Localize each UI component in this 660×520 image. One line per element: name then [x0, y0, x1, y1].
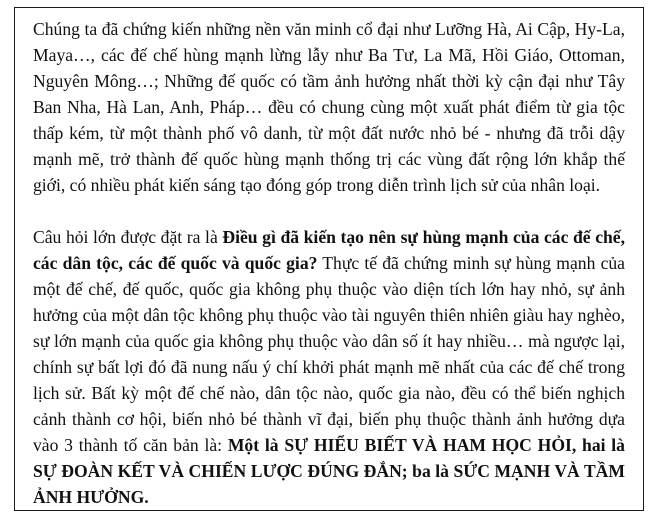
question-bold-text: Điều gì đã kiến tạo nên sự hùng mạnh của các đế chế, các dân tộc, các đế quốc và quốc gia? [33, 227, 625, 273]
paragraph-history: Chúng ta đã chứng kiến những nền văn minh cổ đại như Lưỡng Hà, Ai Cập, Hy-La, Maya…, các đế chế hùng mạnh lừng lẫy như Ba Tư, La Mã, Hồi Giáo, Ottoman, Nguyên Mông…; Những đế quốc có tầm ảnh hưởng nhất thời kỳ cận đại như Tây Ban Nha, Hà Lan, Anh, Pháp… đều có chung cùng một xuất phát điểm từ gia tộc thấp kém, từ một thành phố vô danh, từ một đất nước nhỏ bé - nhưng đã trỗi dậy mạnh mẽ, trở thành đế quốc hùng mạnh thống trị các vùng đất rộng lớn khắp thế giới, có nhiều phát kiến sáng tạo đóng góp trong diễn trình lịch sử của nhân loại. [33, 19, 625, 195]
text-box-frame [14, 7, 644, 511]
question-body-text: Thực tế đã chứng minh sự hùng mạnh của một đế chế, đế quốc, quốc gia không phụ thuộc vào diện tích lớn hay nhỏ, sự ảnh hưởng của một dân tộc không phụ thuộc vào tài nguyên thiên nhiên giàu hay nghèo, sự lớn mạnh của quốc gia không phụ thuộc vào dân số ít hay nhiều… mà ngược lại, chính sự bất lợi đó đã nung nấu ý chí khởi phát mạnh mẽ nhất của các đế chế trong lịch sử. Bất kỳ một đế chế nào, dân tộc nào, quốc gia nào, đều có thể biến nghịch cảnh thành cơ hội, biến nhỏ bé thành vĩ đại, biến phụ thuộc thành ảnh hưởng dựa vào 3 thành tố căn bản là: [33, 253, 625, 455]
paragraph-question [33, 224, 625, 510]
question-intro-text: Câu hỏi lớn được đặt ra là [33, 227, 223, 247]
conclusion-bold-text: Một là SỰ HIỂU BIẾT VÀ HAM HỌC HỎI, hai là SỰ ĐOÀN KẾT VÀ CHIẾN LƯỢC ĐÚNG ĐẮN; ba là SỨC MẠNH VÀ TẦM ẢNH HƯỞNG. [33, 435, 625, 507]
